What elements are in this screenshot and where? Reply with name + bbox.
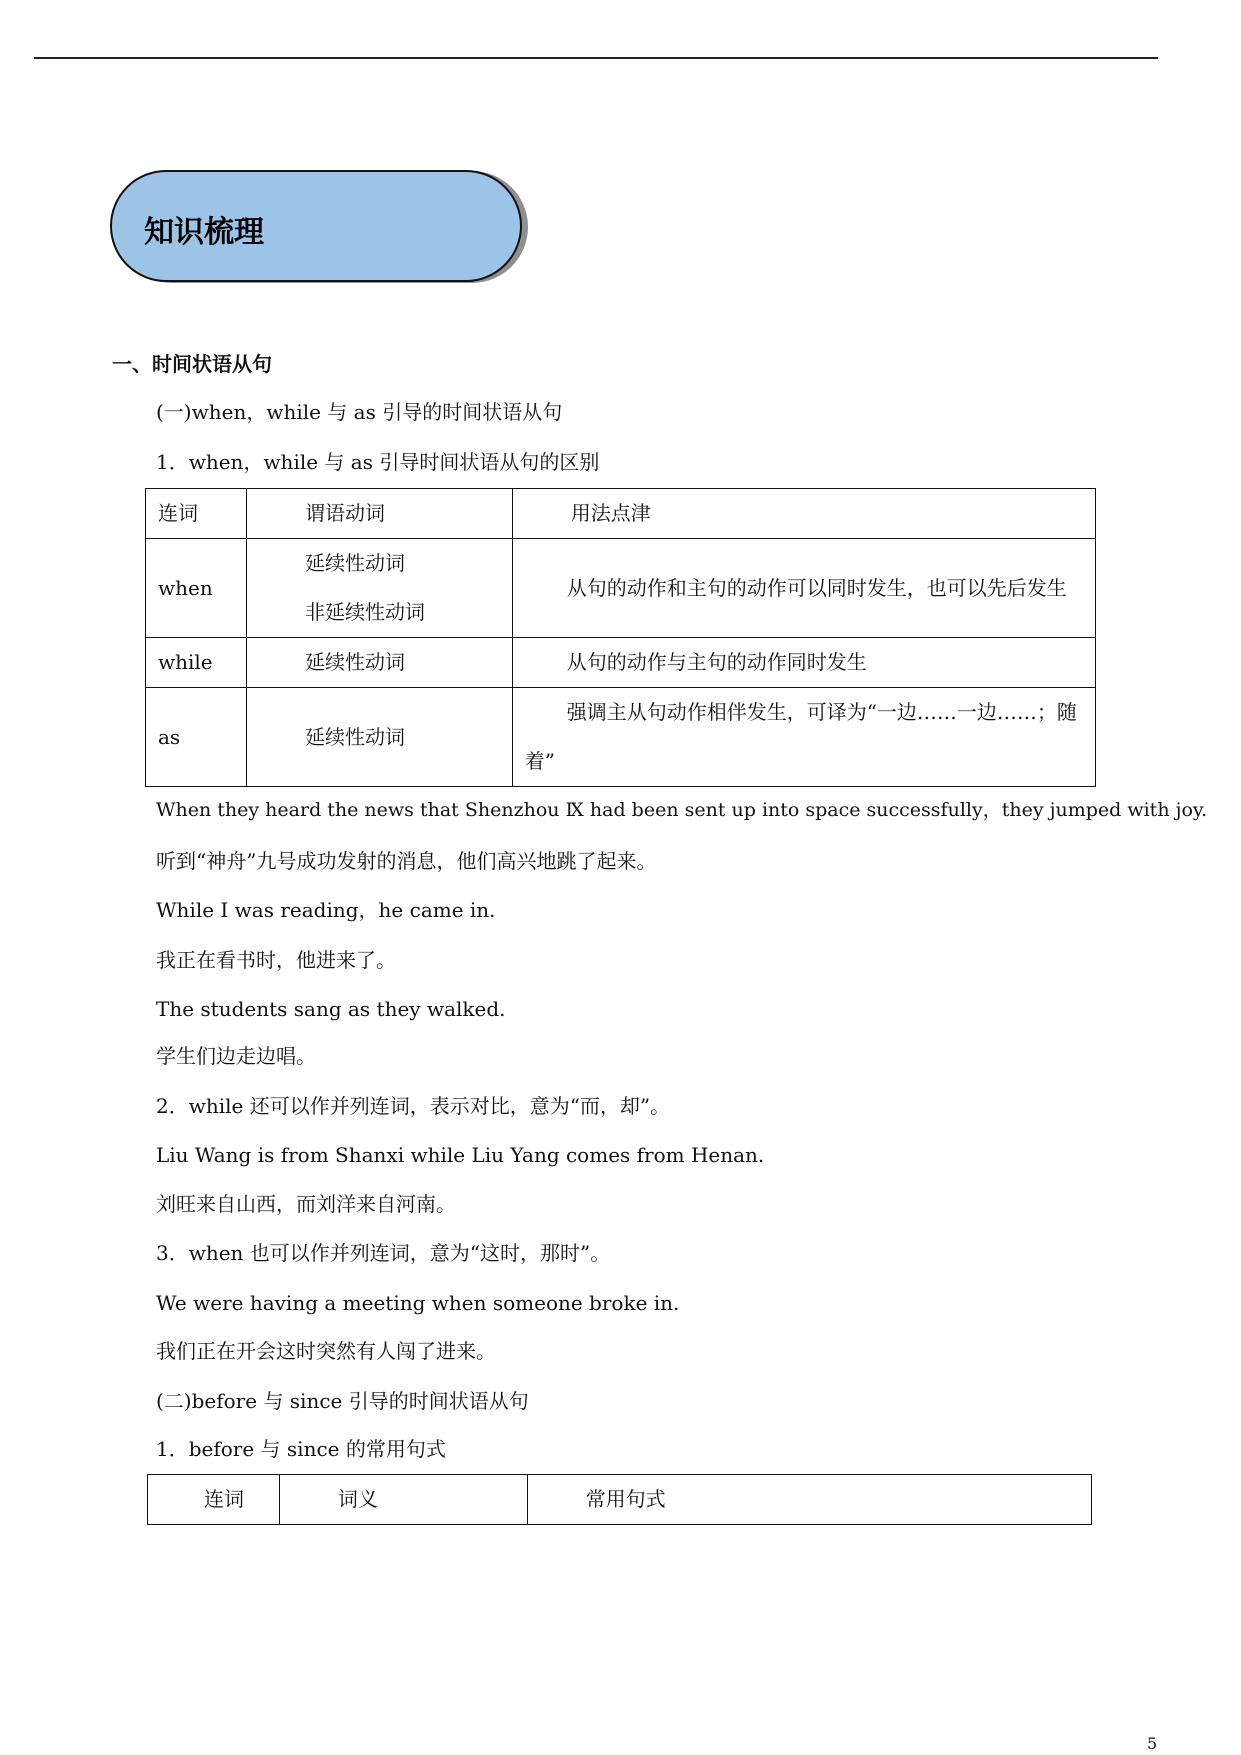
item-heading-3: 3．when 也可以作并列连词，意为“这时，那时”。 <box>156 1241 611 1265</box>
before-since-table <box>147 1474 1092 1525</box>
table-row <box>146 539 1096 638</box>
header-usage: 用法点津 <box>570 501 651 525</box>
header-conjunction: 连词 <box>204 1487 244 1511</box>
example-1-chinese: 听到“神舟”九号成功发射的消息，他们高兴地跳了起来。 <box>156 849 657 873</box>
usage-while: 从句的动作与主句的动作同时发生 <box>566 650 867 674</box>
banner-title: 知识梳理 <box>144 215 264 250</box>
table-header-row <box>148 1475 1092 1525</box>
conj-as: as <box>158 724 181 749</box>
table-row <box>146 638 1096 688</box>
example-4-chinese: 刘旺来自山西，而刘洋来自河南。 <box>156 1192 456 1216</box>
header-common-patterns: 常用句式 <box>585 1487 666 1511</box>
conj-while: while <box>158 650 213 674</box>
example-1-english: When they heard the news that Shenzhou Ⅸ had been sent up into space successfully，they jumped with joy. <box>156 799 1208 821</box>
item-heading-4: 1．before 与 since 的常用句式 <box>156 1437 446 1461</box>
header-conjunction: 连词 <box>158 501 198 525</box>
page-number: 5 <box>1147 1734 1158 1753</box>
example-5-english: We were having a meeting when someone broke in. <box>156 1291 680 1315</box>
header-meaning: 词义 <box>337 1487 378 1511</box>
conj-when: when <box>158 575 213 600</box>
subsection-heading-1: (一)when，while 与 as 引导的时间状语从句 <box>156 400 563 424</box>
example-2-english: While I was reading，he came in. <box>156 898 496 922</box>
conjunction-table <box>145 488 1096 787</box>
usage-as: 强调主从句动作相伴发生，可译为“一边……一边……；随着” <box>524 700 1077 773</box>
table-row <box>146 688 1096 787</box>
verb-non-durative: 非延续性动词 <box>304 600 425 624</box>
verb-durative: 延续性动词 <box>304 650 405 674</box>
verb-durative: 延续性动词 <box>304 724 405 749</box>
example-3-english: The students sang as they walked. <box>156 997 506 1021</box>
example-3-chinese: 学生们边走边唱。 <box>156 1044 316 1068</box>
subsection-heading-2: (二)before 与 since 引导的时间状语从句 <box>156 1389 529 1413</box>
item-heading-1: 1．when，while 与 as 引导时间状语从句的区别 <box>156 450 600 474</box>
example-4-english: Liu Wang is from Shanxi while Liu Yang comes from Henan. <box>156 1143 765 1167</box>
header-predicate-verb: 谓语动词 <box>304 501 385 525</box>
item-heading-2: 2．while 还可以作并列连词，表示对比，意为“而，却”。 <box>156 1094 671 1118</box>
table-header-row <box>146 489 1096 539</box>
example-5-chinese: 我们正在开会这时突然有人闯了进来。 <box>156 1339 496 1363</box>
verb-durative: 延续性动词 <box>304 551 405 575</box>
example-2-chinese: 我正在看书时，他进来了。 <box>156 948 396 972</box>
header-rule <box>34 57 1158 59</box>
usage-when: 从句的动作和主句的动作可以同时发生，也可以先后发生 <box>566 575 1067 600</box>
section-heading: 一、时间状语从句 <box>112 352 272 376</box>
